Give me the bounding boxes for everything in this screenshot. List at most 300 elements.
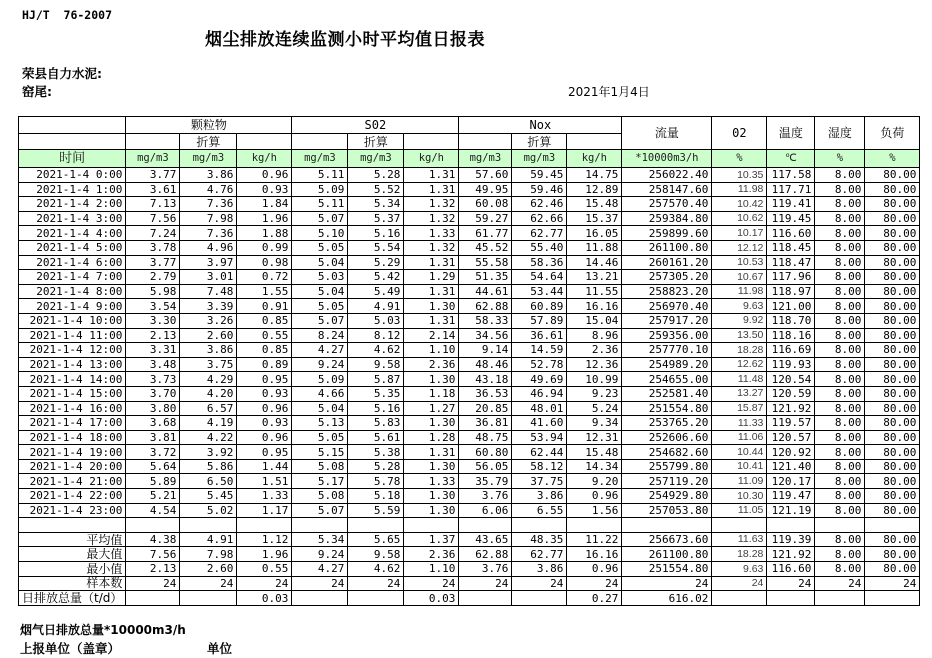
value-cell: 8.24 — [292, 328, 348, 343]
value-cell: 8.00 — [815, 503, 865, 518]
value-cell: 1.32 — [404, 211, 459, 226]
value-cell: 3.76 — [459, 489, 512, 504]
value-cell: 53.44 — [512, 284, 567, 299]
value-cell: 3.86 — [512, 562, 567, 577]
value-cell: 62.77 — [512, 547, 567, 562]
value-cell: 52.78 — [512, 357, 567, 372]
value-cell: 3.68 — [126, 416, 180, 431]
value-cell: 8.00 — [815, 299, 865, 314]
value-cell: 1.10 — [404, 562, 459, 577]
value-cell — [815, 518, 865, 533]
value-cell — [459, 591, 512, 606]
value-cell: 37.75 — [512, 474, 567, 489]
value-cell: 24 — [767, 576, 815, 591]
summary-row — [19, 576, 920, 591]
value-cell: 8.00 — [815, 240, 865, 255]
value-cell: 121.92 — [767, 401, 815, 416]
value-cell: 7.36 — [180, 197, 237, 212]
value-cell: 0.85 — [237, 343, 292, 358]
value-cell — [459, 518, 512, 533]
value-cell — [865, 518, 920, 533]
unit-cell: mg/m3 — [459, 150, 512, 168]
value-cell: 256970.40 — [622, 299, 712, 314]
value-cell: 24 — [237, 576, 292, 591]
value-cell: 3.30 — [126, 313, 180, 328]
value-cell: 48.35 — [512, 532, 567, 547]
value-cell: 6.57 — [180, 401, 237, 416]
value-cell: 24 — [567, 576, 622, 591]
value-cell: 2.36 — [404, 547, 459, 562]
humidity-header: 湿度 — [815, 117, 865, 150]
value-cell: 7.98 — [180, 211, 237, 226]
value-cell: 7.56 — [126, 211, 180, 226]
value-cell: 24 — [865, 576, 920, 591]
value-cell: 3.76 — [459, 562, 512, 577]
unit-cell: % — [712, 150, 767, 168]
value-cell: 0.96 — [567, 489, 622, 504]
value-cell: 1.31 — [404, 284, 459, 299]
value-cell: 3.26 — [180, 313, 237, 328]
unit-cell: kg/h — [404, 150, 459, 168]
value-cell: 1.10 — [404, 343, 459, 358]
value-cell: 1.28 — [404, 430, 459, 445]
table-row — [19, 416, 920, 431]
unit-cell: mg/m3 — [348, 150, 404, 168]
value-cell: 2.13 — [126, 328, 180, 343]
report-date: 2021年1月4日 — [568, 85, 650, 99]
table-row — [19, 182, 920, 197]
time-cell: 2021-1-4 19:00 — [19, 445, 126, 460]
value-cell: 3.86 — [512, 489, 567, 504]
value-cell: 3.86 — [180, 168, 237, 183]
temperature-header: 温度 — [767, 117, 815, 150]
value-cell: 261100.80 — [622, 240, 712, 255]
value-cell: 1.31 — [404, 445, 459, 460]
value-cell: 5.03 — [348, 313, 404, 328]
value-cell: 80.00 — [865, 445, 920, 460]
value-cell: 3.70 — [126, 386, 180, 401]
table-row — [19, 328, 920, 343]
unit-cell: % — [815, 150, 865, 168]
value-cell: 3.77 — [126, 168, 180, 183]
blank-cell — [567, 134, 622, 150]
time-cell: 2021-1-4 12:00 — [19, 343, 126, 358]
value-cell: 116.69 — [767, 343, 815, 358]
blank-cell — [19, 518, 126, 533]
value-cell: 2.36 — [567, 343, 622, 358]
value-cell: 46.94 — [512, 386, 567, 401]
time-cell: 2021-1-4 2:00 — [19, 197, 126, 212]
value-cell: 80.00 — [865, 313, 920, 328]
value-cell: 80.00 — [865, 503, 920, 518]
table-row — [19, 313, 920, 328]
time-cell: 2021-1-4 21:00 — [19, 474, 126, 489]
value-cell: 0.95 — [237, 445, 292, 460]
value-cell: 1.31 — [404, 168, 459, 183]
value-cell: 35.79 — [459, 474, 512, 489]
daily-total-row — [19, 591, 920, 606]
value-cell: 7.56 — [126, 547, 180, 562]
value-cell: 55.58 — [459, 255, 512, 270]
value-cell: 11.98 — [712, 182, 767, 197]
blank-cell — [237, 134, 292, 150]
value-cell: 43.65 — [459, 532, 512, 547]
value-cell: 59.46 — [512, 182, 567, 197]
value-cell: 0.72 — [237, 270, 292, 285]
value-cell: 5.03 — [292, 270, 348, 285]
value-cell: 1.30 — [404, 503, 459, 518]
value-cell: 116.60 — [767, 562, 815, 577]
value-cell: 51.35 — [459, 270, 512, 285]
value-cell: 257770.10 — [622, 343, 712, 358]
value-cell: 57.89 — [512, 313, 567, 328]
value-cell: 80.00 — [865, 416, 920, 431]
value-cell: 9.63 — [712, 299, 767, 314]
value-cell: 10.41 — [712, 459, 767, 474]
value-cell: 1.51 — [237, 474, 292, 489]
value-cell: 5.49 — [348, 284, 404, 299]
value-cell: 4.76 — [180, 182, 237, 197]
value-cell: 0.93 — [237, 182, 292, 197]
value-cell — [126, 591, 180, 606]
value-cell — [292, 591, 348, 606]
value-cell: 1.30 — [404, 416, 459, 431]
table-row — [19, 343, 920, 358]
unit-cell: *10000m3/h — [622, 150, 712, 168]
value-cell: 1.56 — [567, 503, 622, 518]
value-cell: 12.89 — [567, 182, 622, 197]
table-row — [19, 357, 920, 372]
value-cell — [180, 518, 237, 533]
value-cell: 15.48 — [567, 445, 622, 460]
value-cell — [404, 518, 459, 533]
time-cell: 2021-1-4 4:00 — [19, 226, 126, 241]
value-cell: 3.73 — [126, 372, 180, 387]
value-cell: 0.96 — [567, 562, 622, 577]
value-cell: 9.34 — [567, 416, 622, 431]
value-cell: 5.05 — [292, 240, 348, 255]
value-cell: 80.00 — [865, 255, 920, 270]
table-row — [19, 430, 920, 445]
value-cell: 56.05 — [459, 459, 512, 474]
value-cell: 60.08 — [459, 197, 512, 212]
value-cell: 80.00 — [865, 299, 920, 314]
value-cell: 8.00 — [815, 416, 865, 431]
time-cell: 2021-1-4 9:00 — [19, 299, 126, 314]
value-cell: 5.52 — [348, 182, 404, 197]
value-cell: 5.87 — [348, 372, 404, 387]
value-cell: 8.00 — [815, 255, 865, 270]
value-cell: 59.45 — [512, 168, 567, 183]
value-cell: 80.00 — [865, 284, 920, 299]
value-cell: 5.09 — [292, 182, 348, 197]
value-cell: 5.29 — [348, 255, 404, 270]
value-cell — [622, 518, 712, 533]
value-cell: 1.27 — [404, 401, 459, 416]
value-cell: 5.04 — [292, 401, 348, 416]
value-cell: 119.57 — [767, 416, 815, 431]
value-cell: 80.00 — [865, 562, 920, 577]
flue-gas-total-note: 烟气日排放总量*10000m3/h — [20, 623, 186, 637]
value-cell: 62.46 — [512, 197, 567, 212]
value-cell: 10.17 — [712, 226, 767, 241]
value-cell: 4.27 — [292, 562, 348, 577]
value-cell: 24 — [459, 576, 512, 591]
value-cell: 24 — [712, 576, 767, 591]
summary-row — [19, 532, 920, 547]
value-cell: 118.47 — [767, 255, 815, 270]
value-cell: 1.31 — [404, 182, 459, 197]
value-cell: 8.00 — [815, 562, 865, 577]
value-cell: 8.00 — [815, 430, 865, 445]
value-cell: 0.96 — [237, 401, 292, 416]
value-cell: 4.27 — [292, 343, 348, 358]
value-cell: 3.72 — [126, 445, 180, 460]
value-cell: 5.15 — [292, 445, 348, 460]
value-cell — [512, 518, 567, 533]
value-cell: 11.33 — [712, 416, 767, 431]
value-cell: 5.21 — [126, 489, 180, 504]
value-cell: 55.40 — [512, 240, 567, 255]
value-cell: 80.00 — [865, 372, 920, 387]
value-cell: 18.28 — [712, 343, 767, 358]
table-row — [19, 211, 920, 226]
value-cell: 8.00 — [815, 386, 865, 401]
value-cell: 18.28 — [712, 547, 767, 562]
value-cell: 257917.20 — [622, 313, 712, 328]
value-cell: 8.00 — [815, 401, 865, 416]
value-cell: 80.00 — [865, 532, 920, 547]
value-cell: 58.36 — [512, 255, 567, 270]
value-cell: 118.97 — [767, 284, 815, 299]
company-name: 荣县自力水泥: — [22, 66, 102, 81]
value-cell: 12.62 — [712, 357, 767, 372]
value-cell: 1.84 — [237, 197, 292, 212]
value-cell: 5.54 — [348, 240, 404, 255]
value-cell: 5.42 — [348, 270, 404, 285]
value-cell: 120.92 — [767, 445, 815, 460]
value-cell: 24 — [180, 576, 237, 591]
value-cell: 120.54 — [767, 372, 815, 387]
value-cell: 11.55 — [567, 284, 622, 299]
value-cell: 10.30 — [712, 489, 767, 504]
value-cell: 15.87 — [712, 401, 767, 416]
table-row — [19, 284, 920, 299]
value-cell: 45.52 — [459, 240, 512, 255]
table-row — [19, 372, 920, 387]
header-units-row — [19, 150, 920, 168]
summary-row — [19, 562, 920, 577]
value-cell: 10.62 — [712, 211, 767, 226]
value-cell: 1.33 — [237, 489, 292, 504]
value-cell: 24 — [292, 576, 348, 591]
value-cell: 9.63 — [712, 562, 767, 577]
value-cell: 8.00 — [815, 445, 865, 460]
standard-number: HJ/T 76-2007 — [22, 8, 113, 22]
table-row — [19, 503, 920, 518]
value-cell: 0.55 — [237, 562, 292, 577]
value-cell: 5.45 — [180, 489, 237, 504]
value-cell — [865, 591, 920, 606]
time-cell: 2021-1-4 7:00 — [19, 270, 126, 285]
value-cell: 62.88 — [459, 299, 512, 314]
value-cell: 24 — [512, 576, 567, 591]
value-cell: 9.92 — [712, 313, 767, 328]
table-row — [19, 197, 920, 212]
value-cell: 11.06 — [712, 430, 767, 445]
value-cell: 1.18 — [404, 386, 459, 401]
value-cell: 10.67 — [712, 270, 767, 285]
value-cell: 1.31 — [404, 313, 459, 328]
value-cell: 11.98 — [712, 284, 767, 299]
value-cell: 5.10 — [292, 226, 348, 241]
value-cell: 5.16 — [348, 226, 404, 241]
value-cell: 4.20 — [180, 386, 237, 401]
value-cell: 3.77 — [126, 255, 180, 270]
value-cell: 121.40 — [767, 459, 815, 474]
value-cell: 3.80 — [126, 401, 180, 416]
unit-cell: mg/m3 — [292, 150, 348, 168]
unit-cell: mg/m3 — [126, 150, 180, 168]
value-cell: 5.61 — [348, 430, 404, 445]
separator-row — [19, 518, 920, 533]
table-row — [19, 459, 920, 474]
value-cell: 4.29 — [180, 372, 237, 387]
value-cell: 1.55 — [237, 284, 292, 299]
pm-converted-label: 折算 — [180, 134, 237, 150]
so2-group-header: S02 — [292, 117, 459, 134]
value-cell: 3.39 — [180, 299, 237, 314]
value-cell: 4.91 — [348, 299, 404, 314]
nox-converted-label: 折算 — [512, 134, 567, 150]
value-cell: 5.86 — [180, 459, 237, 474]
value-cell: 5.28 — [348, 459, 404, 474]
value-cell: 24 — [126, 576, 180, 591]
value-cell — [567, 518, 622, 533]
load-header: 负荷 — [865, 117, 920, 150]
value-cell: 80.00 — [865, 328, 920, 343]
value-cell: 256673.60 — [622, 532, 712, 547]
value-cell: 256022.40 — [622, 168, 712, 183]
value-cell: 44.61 — [459, 284, 512, 299]
blank-cell — [292, 134, 348, 150]
value-cell: 8.00 — [815, 328, 865, 343]
value-cell: 254682.60 — [622, 445, 712, 460]
time-header-blank — [19, 117, 126, 134]
value-cell: 59.27 — [459, 211, 512, 226]
value-cell: 14.34 — [567, 459, 622, 474]
value-cell: 1.30 — [404, 489, 459, 504]
time-cell: 2021-1-4 22:00 — [19, 489, 126, 504]
value-cell: 118.45 — [767, 240, 815, 255]
value-cell: 5.07 — [292, 313, 348, 328]
value-cell: 9.58 — [348, 357, 404, 372]
value-cell: 7.24 — [126, 226, 180, 241]
time-cell: 2021-1-4 3:00 — [19, 211, 126, 226]
value-cell: 5.08 — [292, 489, 348, 504]
summary-row — [19, 547, 920, 562]
table-row — [19, 401, 920, 416]
pm-group-header: 颗粒物 — [126, 117, 292, 134]
value-cell: 5.11 — [292, 197, 348, 212]
value-cell: 36.81 — [459, 416, 512, 431]
value-cell: 5.24 — [567, 401, 622, 416]
value-cell — [712, 591, 767, 606]
summary-label: 最大值 — [19, 547, 126, 562]
table-row — [19, 168, 920, 183]
value-cell — [126, 518, 180, 533]
value-cell: 0.95 — [237, 372, 292, 387]
value-cell: 0.03 — [404, 591, 459, 606]
value-cell: 8.96 — [567, 328, 622, 343]
value-cell: 60.89 — [512, 299, 567, 314]
value-cell: 260161.20 — [622, 255, 712, 270]
value-cell: 49.69 — [512, 372, 567, 387]
time-cell: 2021-1-4 13:00 — [19, 357, 126, 372]
value-cell: 80.00 — [865, 489, 920, 504]
value-cell: 60.80 — [459, 445, 512, 460]
value-cell: 0.96 — [237, 430, 292, 445]
value-cell: 1.88 — [237, 226, 292, 241]
unit-cell: mg/m3 — [180, 150, 237, 168]
value-cell: 252581.40 — [622, 386, 712, 401]
value-cell: 11.22 — [567, 532, 622, 547]
value-cell: 8.00 — [815, 547, 865, 562]
value-cell: 0.85 — [237, 313, 292, 328]
value-cell: 117.58 — [767, 168, 815, 183]
value-cell: 24 — [815, 576, 865, 591]
value-cell: 24 — [622, 576, 712, 591]
value-cell: 8.00 — [815, 357, 865, 372]
value-cell: 121.00 — [767, 299, 815, 314]
value-cell: 6.55 — [512, 503, 567, 518]
value-cell: 80.00 — [865, 270, 920, 285]
value-cell: 259356.00 — [622, 328, 712, 343]
value-cell: 5.17 — [292, 474, 348, 489]
monitor-site: 窑尾: — [22, 84, 52, 99]
value-cell: 9.20 — [567, 474, 622, 489]
value-cell: 8.00 — [815, 197, 865, 212]
value-cell: 8.00 — [815, 313, 865, 328]
value-cell: 121.92 — [767, 547, 815, 562]
value-cell: 15.48 — [567, 197, 622, 212]
value-cell: 118.70 — [767, 313, 815, 328]
value-cell — [348, 518, 404, 533]
value-cell: 7.48 — [180, 284, 237, 299]
value-cell: 1.96 — [237, 547, 292, 562]
value-cell: 5.78 — [348, 474, 404, 489]
value-cell: 5.37 — [348, 211, 404, 226]
table-row — [19, 255, 920, 270]
table-row — [19, 386, 920, 401]
value-cell: 61.77 — [459, 226, 512, 241]
value-cell: 62.44 — [512, 445, 567, 460]
value-cell: 80.00 — [865, 343, 920, 358]
value-cell: 9.23 — [567, 386, 622, 401]
nox-group-header: Nox — [459, 117, 622, 134]
value-cell: 10.99 — [567, 372, 622, 387]
value-cell: 1.17 — [237, 503, 292, 518]
report-table — [18, 116, 920, 606]
value-cell: 6.50 — [180, 474, 237, 489]
value-cell: 10.44 — [712, 445, 767, 460]
value-cell: 5.04 — [292, 255, 348, 270]
value-cell: 119.41 — [767, 197, 815, 212]
value-cell: 5.83 — [348, 416, 404, 431]
value-cell: 13.27 — [712, 386, 767, 401]
time-cell: 2021-1-4 0:00 — [19, 168, 126, 183]
value-cell: 4.96 — [180, 240, 237, 255]
